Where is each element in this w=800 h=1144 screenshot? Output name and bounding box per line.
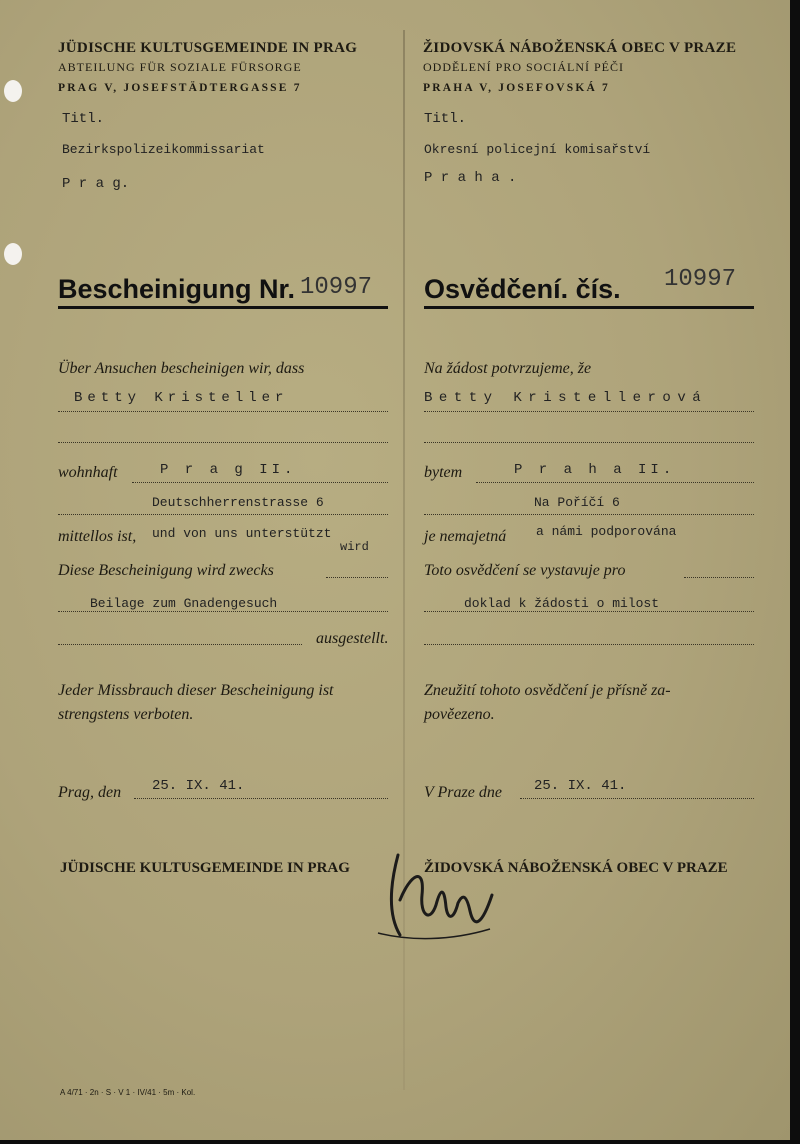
address-de: PRAG V, JOSEFSTÄDTERGASSE 7 <box>58 82 302 94</box>
department-cz: ODDĚLENÍ PRO SOCIÁLNÍ PÉČI <box>423 60 624 74</box>
line <box>58 644 302 645</box>
date-cz: 25. IX. 41. <box>534 778 627 794</box>
intro-de: Über Ansuchen bescheinigen wir, dass <box>58 360 305 377</box>
name-cz: Betty Kristellerová <box>424 390 708 406</box>
signature <box>370 845 510 945</box>
warning-de-2: strengstens verboten. <box>58 706 194 723</box>
punch-hole <box>4 243 22 265</box>
purpose-label-cz: Toto osvědčení se vystavuje pro <box>424 562 626 579</box>
residence-city-cz: P r a h a II. <box>514 462 676 478</box>
line <box>520 798 754 799</box>
warning-cz-2: pověezeno. <box>424 706 495 723</box>
certificate-title-cz: Osvědčení. čís. <box>424 274 621 304</box>
purpose-de: Beilage zum Gnadengesuch <box>90 596 278 611</box>
date-label-cz: V Praze dne <box>424 784 502 801</box>
residence-city-de: P r a g II. <box>160 462 297 478</box>
line <box>58 514 388 515</box>
residence-label-de: wohnhaft <box>58 464 118 481</box>
city-cz: P r a h a . <box>424 170 517 186</box>
address-cz: PRAHA V, JOSEFOVSKÁ 7 <box>423 82 610 94</box>
certificate-number-de: 10997 <box>300 274 373 301</box>
line <box>134 798 388 799</box>
line <box>684 577 754 578</box>
status-typed2-de: wird <box>340 540 369 554</box>
line <box>132 482 388 483</box>
titl-cz: Titl. <box>424 111 467 127</box>
street-cz: Na Poříčí 6 <box>534 495 620 510</box>
intro-cz: Na žádost potvrzujeme, že <box>424 360 592 377</box>
name-de: Betty Kristeller <box>74 390 289 406</box>
purpose-label-de: Diese Bescheinigung wird zwecks <box>58 562 274 579</box>
title-underline-cz <box>424 306 754 309</box>
line <box>424 442 754 443</box>
warning-de-1: Jeder Missbrauch dieser Bescheinigung ist <box>58 682 334 699</box>
residence-label-cz: bytem <box>424 464 463 481</box>
titl-de: Titl. <box>62 111 105 127</box>
status-label-de: mittellos ist, <box>58 528 137 545</box>
line <box>326 577 388 578</box>
line <box>58 442 388 443</box>
recipient-de: Bezirkspolizeikommissariat <box>62 142 265 157</box>
org-name-de: JÜDISCHE KULTUSGEMEINDE IN PRAG <box>58 40 358 56</box>
date-de: 25. IX. 41. <box>152 778 245 794</box>
warning-cz-1: Zneužití tohoto osvědčení je přísně za- <box>424 682 671 699</box>
status-typed-cz: a námi podporována <box>536 524 677 539</box>
header-right <box>423 40 773 94</box>
footer-org-de: JÜDISCHE KULTUSGEMEINDE IN PRAG <box>60 860 350 876</box>
status-typed-de: und von uns unterstützt <box>152 526 332 541</box>
issued-de: ausgestellt. <box>316 630 389 647</box>
city-de: P r a g. <box>62 176 130 192</box>
line <box>58 611 388 612</box>
department-de: ABTEILUNG FÜR SOZIALE FÜRSORGE <box>58 60 302 74</box>
line <box>424 611 754 612</box>
status-label-cz: je nemajetná <box>424 528 507 545</box>
street-de: Deutschherrenstrasse 6 <box>152 495 324 510</box>
line <box>424 411 754 412</box>
org-name-cz: ŽIDOVSKÁ NÁBOŽENSKÁ OBEC V PRAZE <box>423 40 737 56</box>
purpose-cz: doklad k žádosti o milost <box>464 596 660 611</box>
recipient-cz: Okresní policejní komisařství <box>424 142 651 157</box>
line <box>424 644 754 645</box>
punch-hole <box>4 80 22 102</box>
line <box>476 482 754 483</box>
footer-org-cz: ŽIDOVSKÁ NÁBOŽENSKÁ OBEC V PRAZE <box>424 860 728 876</box>
line <box>424 514 754 515</box>
date-label-de: Prag, den <box>58 784 122 801</box>
print-code: A 4/71 · 2n · S · V 1 · IV/41 · 5m · Kol. <box>60 1088 196 1097</box>
certificate-number-cz: 10997 <box>664 266 737 293</box>
header-left <box>58 40 408 94</box>
certificate-title-de: Bescheinigung Nr. <box>58 274 296 304</box>
title-underline-de <box>58 306 388 309</box>
line <box>58 411 388 412</box>
